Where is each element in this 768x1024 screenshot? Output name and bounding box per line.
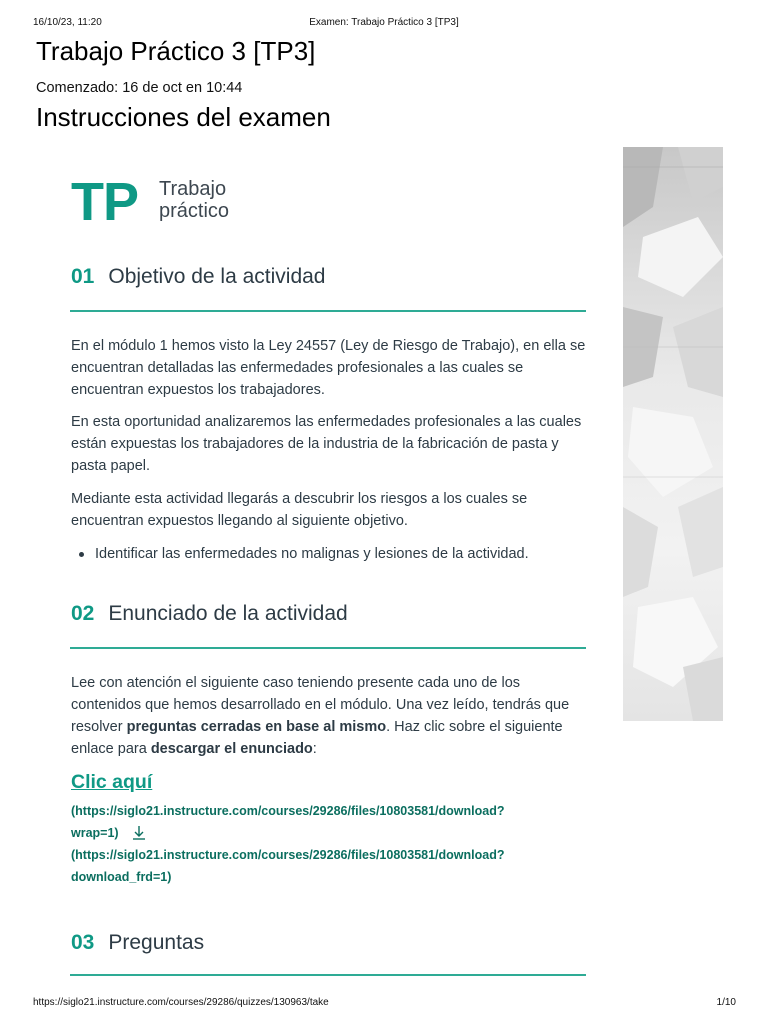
section-divider (70, 310, 586, 312)
print-doc-title: Examen: Trabajo Práctico 3 [TP3] (309, 17, 459, 28)
architecture-pattern-icon (623, 147, 723, 721)
enunciado-text-1: Lee con atención el siguiente caso teniendo presente cada uno de los contenidos que hemos desarrollado en el módulo. Una vez leído, tendrás que resolver (71, 675, 570, 735)
section-heading-enunciado (71, 602, 348, 626)
print-header (0, 17, 768, 31)
section-divider (70, 647, 586, 649)
section-title: Preguntas (108, 931, 205, 954)
enunciado-text-2: . Haz clic sobre el siguiente enlace para (71, 719, 563, 757)
download-url-link-2[interactable] (71, 844, 504, 888)
enunciado-text-3: : (312, 741, 317, 757)
objetivo-paragraph-2: En esta oportunidad analizaremos las enfermedades profesionales a las cuales están expuestas los trabajadores de la industria de la fabricación de pasta y pasta papel. (71, 414, 582, 474)
started-timestamp: Comenzado: 16 de oct en 10:44 (36, 80, 243, 96)
enunciado-paragraph (71, 672, 591, 760)
enunciado-bold-1: preguntas cerradas en base al mismo (126, 719, 387, 735)
section-title: Objetivo de la actividad (108, 265, 326, 288)
print-footer (0, 997, 768, 1011)
enunciado-bold-2: descargar el enunciado (150, 741, 313, 757)
download-url-2-line1: (https://siglo21.instructure.com/courses/29286/files/10803581/download? (71, 848, 505, 862)
section-number: 02 (71, 602, 95, 625)
decorative-side-image (623, 147, 723, 721)
section-heading-objetivo (71, 265, 326, 289)
section-number: 01 (71, 265, 95, 288)
clic-aqui-link[interactable]: Clic aquí (71, 771, 153, 793)
instructions-title: Instrucciones del examen (36, 102, 331, 132)
download-url-1-line2: wrap=1) (71, 826, 119, 840)
objetivo-bullet-list (71, 543, 591, 565)
logo-text-line1: Trabajo (159, 178, 227, 200)
section-number: 03 (71, 931, 95, 954)
print-date: 16/10/23, 11:20 (33, 17, 102, 28)
section-title: Enunciado de la actividad (108, 602, 348, 625)
objetivo-paragraph-3: Mediante esta actividad llegarás a descubrir los riesgos a los cuales se encuentran expuestos llegando al siguiente objetivo. (71, 491, 528, 529)
logo-text-line2: práctico (159, 200, 230, 222)
logo-text (159, 178, 229, 222)
print-url: https://siglo21.instructure.com/courses/29286/quizzes/130963/take (33, 997, 329, 1008)
download-url-1-line1: (https://siglo21.instructure.com/courses/29286/files/10803581/download? (71, 804, 505, 818)
section-divider (70, 974, 586, 976)
list-item: Identificar las enfermedades no malignas y lesiones de la actividad. (71, 543, 591, 565)
logo-mark: TP (71, 172, 139, 232)
download-url-2-line2: download_frd=1) (71, 870, 172, 884)
download-icon[interactable] (132, 825, 146, 841)
section-heading-preguntas (71, 931, 204, 955)
page-counter: 1/10 (716, 997, 736, 1008)
page-title: Trabajo Práctico 3 [TP3] (36, 36, 316, 66)
objetivo-paragraph-1: En el módulo 1 hemos visto la Ley 24557 (Ley de Riesgo de Trabajo), en ella se encuentran detalladas las enfermedades profesionales a las cuales se encuentran expuestos los trabajadores. (71, 338, 586, 398)
